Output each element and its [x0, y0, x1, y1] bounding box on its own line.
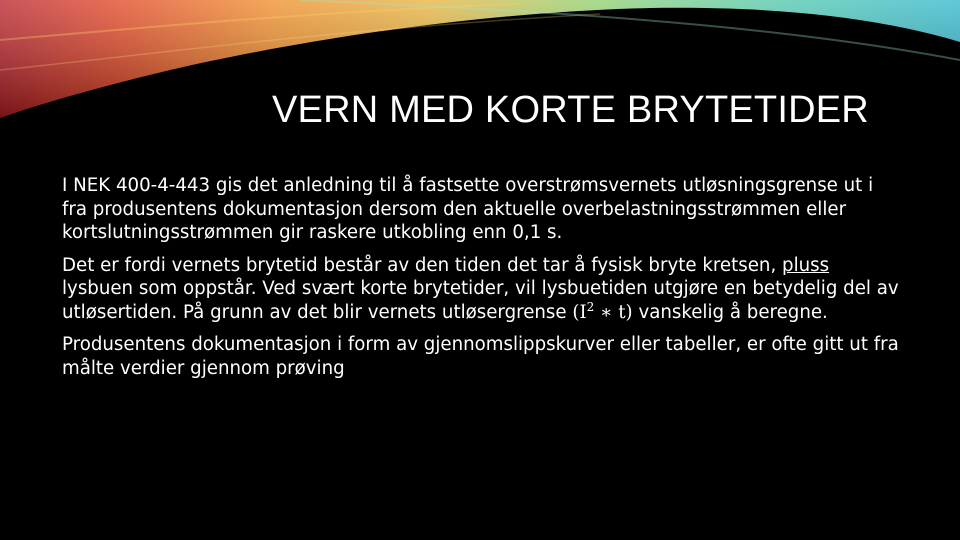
underlined-word: pluss — [782, 254, 830, 276]
bullet-text: Produsentens dokumentasjon i form av gjennomslippskurver eller tabeller, er ofte gitt ut fra målte verdier gjennom prøving — [62, 334, 899, 379]
bullet-text-mid: lysbuen som oppstår. Ved svært korte brytetider, vil lysbuetiden utgjøre en betydelig del av utløsertiden. På grunn av det blir vernets utløsergrense — [62, 278, 899, 323]
bullet-text-start: Det er fordi vernets brytetid består av den tiden det tar å fysisk bryte kretsen, — [62, 254, 777, 276]
formula-open: (I — [572, 301, 587, 323]
bullet-item — [62, 254, 902, 325]
formula-close: ∗ t) — [594, 301, 633, 323]
slide-title: VERN MED KORTE BRYTETIDER — [272, 89, 869, 131]
bullet-item — [62, 174, 902, 245]
bullet-list — [62, 174, 902, 389]
bullet-text: I NEK 400-4-443 gis det anledning til å fastsette overstrømsvernets utløsningsgrense ut i fra produsentens dokumentasjon dersom den aktuelle overbelastningsstrømmen eller kortslutningsstrømmen gir raskere utkobling enn 0,1 s. — [62, 175, 874, 243]
bullet-text-end: vanskelig å beregne. — [638, 301, 828, 323]
bullet-item — [62, 333, 902, 380]
formula — [572, 299, 633, 323]
formula-exponent: 2 — [586, 299, 595, 314]
